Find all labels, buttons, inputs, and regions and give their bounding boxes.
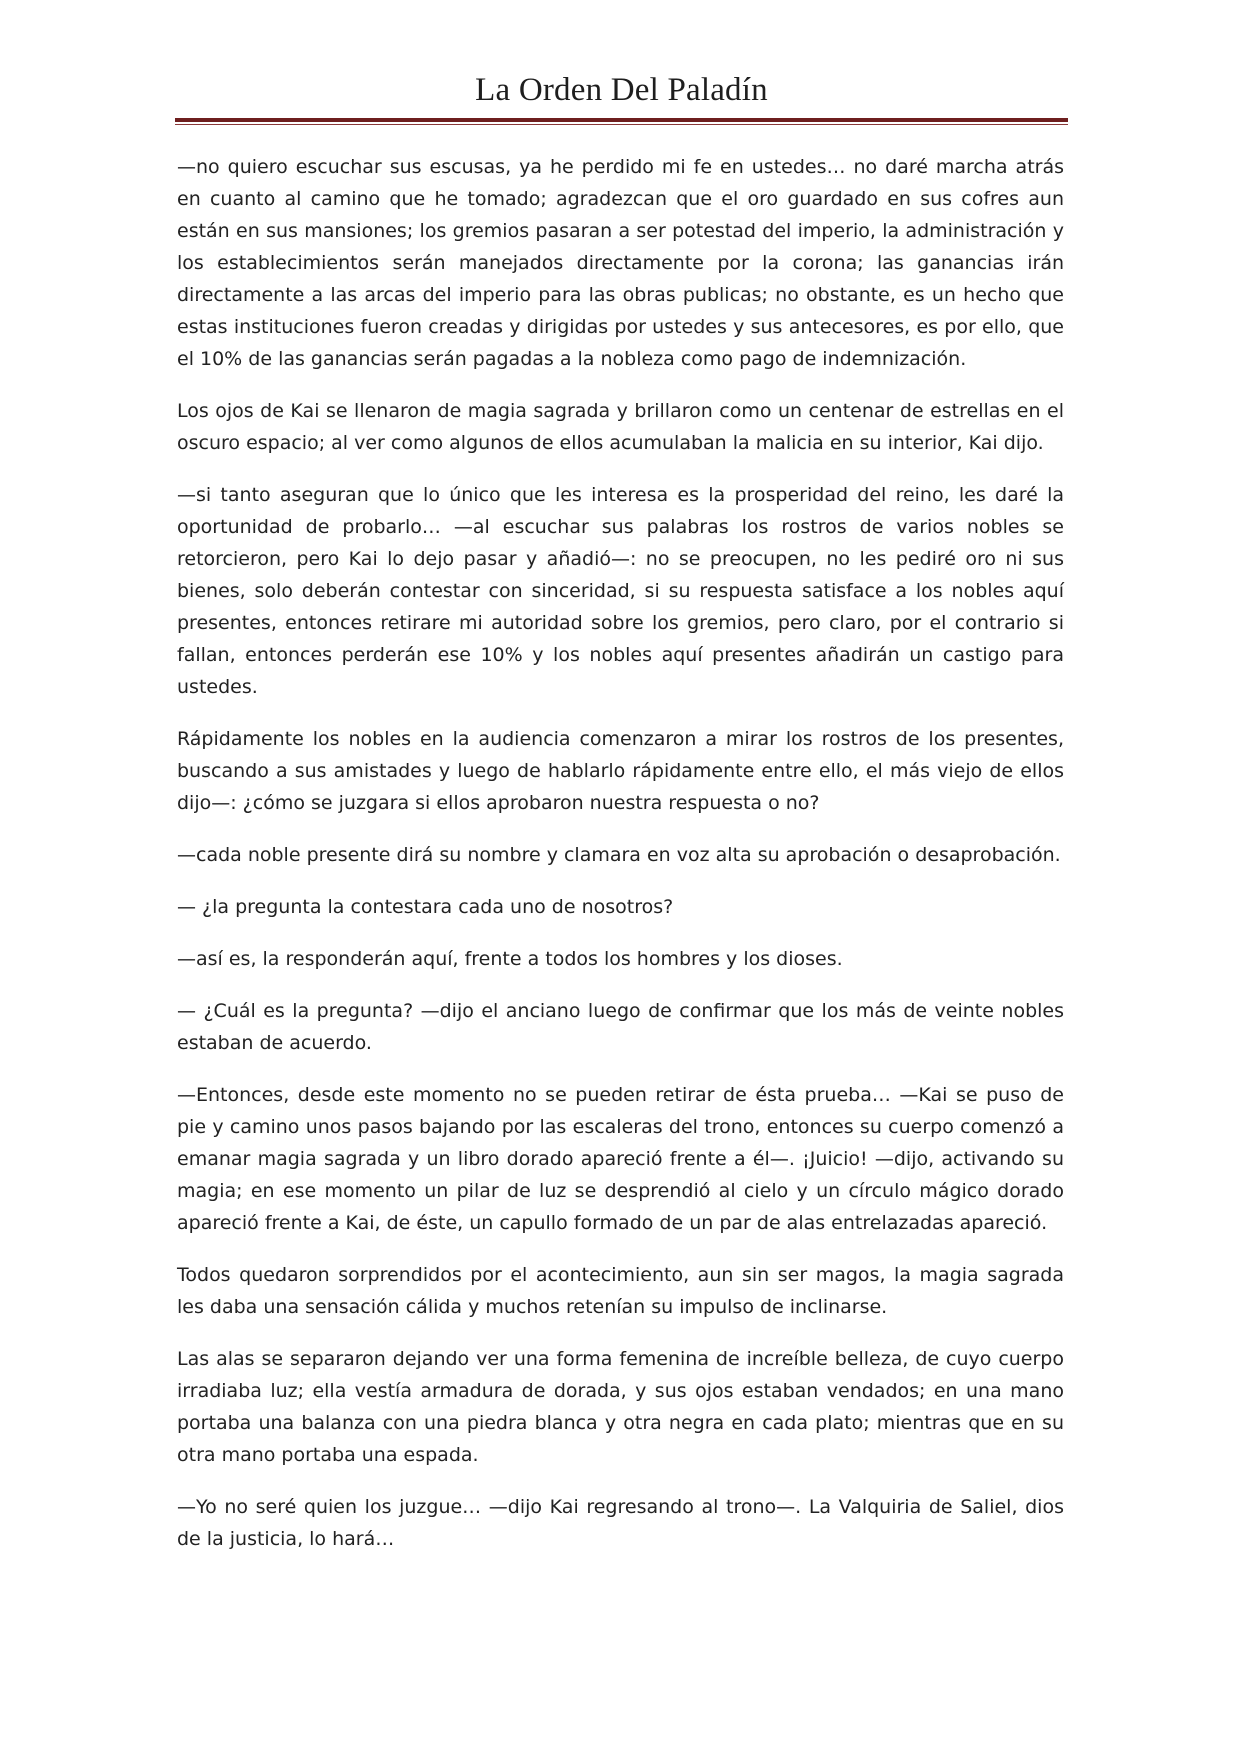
paragraph: —Entonces, desde este momento no se pueden retirar de ésta prueba… —Kai se puso de pie y camino unos pasos bajando por las escaleras del trono, entonces su cuerpo comenzó a emanar magia sagrada y un libro dorado apareció frente a él—. ¡Juicio! —dijo, activando su magia; en ese momento un pilar de luz se desprendió al cielo y un círculo mágico dorado apareció frente a Kai, de éste, un capullo formado de un par de alas entrelazadas apareció. bbox=[177, 1084, 1064, 1234]
paragraph: — ¿Cuál es la pregunta? —dijo el anciano luego de confirmar que los más de veinte nobles estaban de acuerdo. bbox=[177, 1000, 1064, 1054]
header-divider-thin bbox=[175, 124, 1068, 125]
paragraph: —Yo no seré quien los juzgue… —dijo Kai regresando al trono—. La Valquiria de Saliel, dios de la justicia, lo hará… bbox=[177, 1496, 1064, 1550]
page-header bbox=[175, 70, 1068, 124]
paragraph: —cada noble presente dirá su nombre y clamara en voz alta su aprobación o desaprobación. bbox=[177, 844, 1061, 866]
paragraph: Todos quedaron sorprendidos por el acontecimiento, aun sin ser magos, la magia sagrada les daba una sensación cálida y muchos retenían su impulso de inclinarse. bbox=[177, 1264, 1064, 1318]
header-divider-thick bbox=[175, 118, 1068, 122]
paragraph: Los ojos de Kai se llenaron de magia sagrada y brillaron como un centenar de estrellas en el oscuro espacio; al ver como algunos de ellos acumulaban la malicia en su interior, Kai dijo. bbox=[177, 400, 1064, 454]
paragraph: Rápidamente los nobles en la audiencia comenzaron a mirar los rostros de los presentes, buscando a sus amistades y luego de hablarlo rápidamente entre ello, el más viejo de ellos dijo—: ¿cómo se juzgara si ellos aprobaron nuestra respuesta o no? bbox=[177, 728, 1064, 814]
paragraph: —si tanto aseguran que lo único que les interesa es la prosperidad del reino, les daré la oportunidad de probarlo… —al escuchar sus palabras los rostros de varios nobles se retorcieron, pero Kai lo dejo pasar y añadió—: no se preocupen, no les pediré oro ni sus bienes, solo deberán contestar con sinceridad, si su respuesta satisface a los nobles aquí presentes, entonces retirare mi autoridad sobre los gremios, pero claro, por el contrario si fallan, entonces perderán ese 10% y los nobles aquí presentes añadirán un castigo para ustedes. bbox=[177, 484, 1064, 698]
paragraph: —no quiero escuchar sus escusas, ya he perdido mi fe en ustedes… no daré marcha atrás en cuanto al camino que he tomado; agradezcan que el oro guardado en sus cofres aun están en sus mansiones; los gremios pasaran a ser potestad del imperio, la administración y los establecimientos serán manejados directamente por la corona; las ganancias irán directamente a las arcas del imperio para las obras publicas; no obstante, es un hecho que estas instituciones fueron creadas y dirigidas por ustedes y sus antecesores, es por ello, que el 10% de las ganancias serán pagadas a la nobleza como pago de indemnización. bbox=[177, 156, 1064, 370]
paragraph: — ¿la pregunta la contestara cada uno de nosotros? bbox=[177, 896, 674, 918]
page-title: La Orden Del Paladín bbox=[475, 72, 768, 108]
body-text bbox=[177, 151, 1064, 1575]
paragraph: Las alas se separaron dejando ver una forma femenina de increíble belleza, de cuyo cuerpo irradiaba luz; ella vestía armadura de dorada, y sus ojos estaban vendados; en una mano portaba una balanza con una piedra blanca y otra negra en cada plato; mientras que en su otra mano portaba una espada. bbox=[177, 1348, 1064, 1466]
paragraph: —así es, la responderán aquí, frente a todos los hombres y los dioses. bbox=[177, 948, 843, 970]
